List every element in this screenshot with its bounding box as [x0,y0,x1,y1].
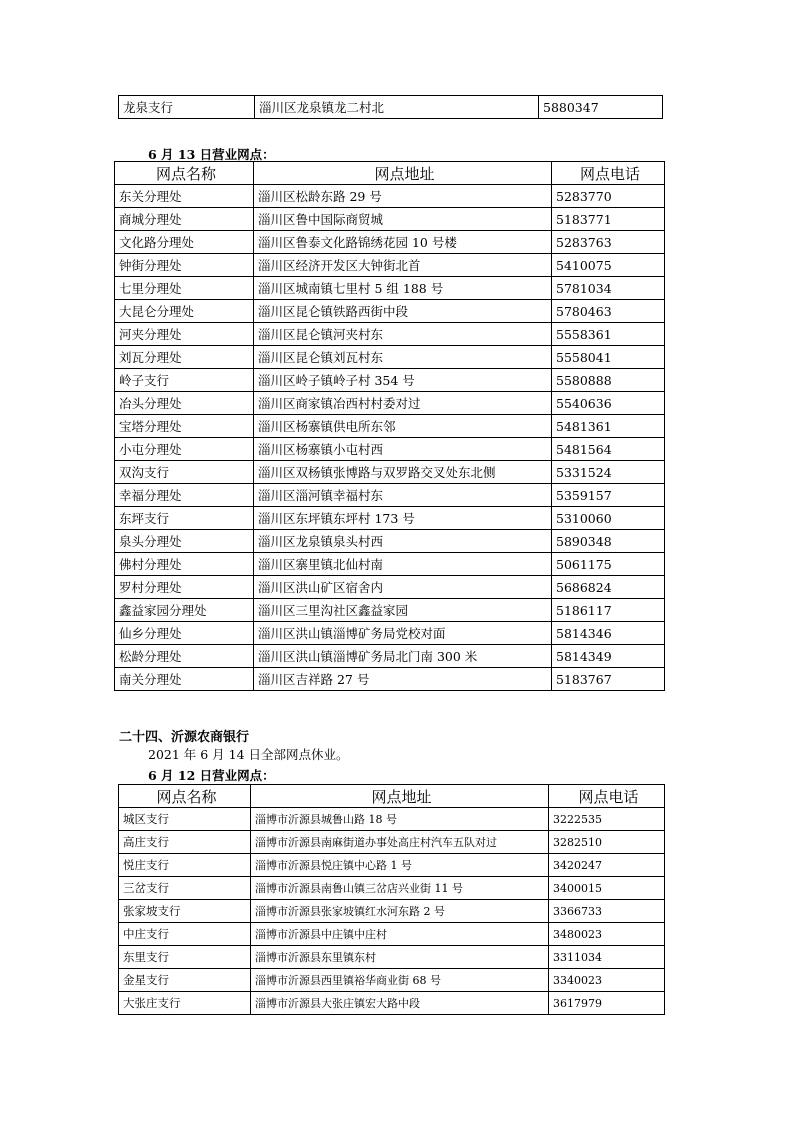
header-address: 网点地址 [251,785,549,808]
branch-phone: 5814349 [552,645,665,668]
branch-name: 岭子支行 [115,369,254,392]
branch-phone: 5558041 [552,346,665,369]
table-row [119,946,665,969]
branch-phone: 3222535 [549,808,665,831]
branch-phone: 5890348 [552,530,665,553]
branch-phone: 5283770 [552,185,665,208]
branch-address: 淄川区昆仑镇刘瓦村东 [254,346,552,369]
branch-name: 七里分理处 [115,277,254,300]
table-row [119,877,665,900]
branch-name: 罗村分理处 [115,576,254,599]
section1-label: 6 月 13 日营业网点： [148,147,275,162]
branch-address: 淄川区洪山矿区宿舍内 [254,576,552,599]
branch-phone: 5686824 [552,576,665,599]
branch-name: 仙乡分理处 [115,622,254,645]
table-row [115,461,665,484]
header-name: 网点名称 [119,785,251,808]
branch-name: 幸福分理处 [115,484,254,507]
branch-phone: 5331524 [552,461,665,484]
branch-name: 张家坡支行 [119,900,251,923]
table-row [115,185,665,208]
section2-label: 6 月 12 日营业网点： [148,768,275,783]
branch-phone: 5880347 [539,96,663,119]
branch-name: 东关分理处 [115,185,254,208]
table-header-row [119,785,665,808]
branch-address: 淄川区鲁泰文化路锦绣花园 10 号楼 [254,231,552,254]
branch-name: 龙泉支行 [119,96,255,119]
branch-address: 淄川区洪山镇淄博矿务局北门南 300 米 [254,645,552,668]
branch-phone: 3282510 [549,831,665,854]
branch-address: 淄博市沂源县中庄镇中庄村 [251,923,549,946]
branch-phone: 5481564 [552,438,665,461]
branch-phone: 5781034 [552,277,665,300]
branch-name: 刘瓦分理处 [115,346,254,369]
branch-phone: 5283763 [552,231,665,254]
branch-address: 淄川区三里沟社区鑫益家园 [254,599,552,622]
branch-address: 淄博市沂源县大张庄镇宏大路中段 [251,992,549,1015]
branch-phone: 3311034 [549,946,665,969]
table-row [119,923,665,946]
branch-phone: 5183767 [552,668,665,691]
branch-name: 大昆仑分理处 [115,300,254,323]
branch-address: 淄川区商家镇冶西村村委对过 [254,392,552,415]
branch-phone: 5580888 [552,369,665,392]
section2-table [118,784,665,1015]
branch-address: 淄博市沂源县南麻街道办事处高庄村汽车五队对过 [251,831,549,854]
table-row [115,323,665,346]
branch-phone: 3366733 [549,900,665,923]
header-address: 网点地址 [254,162,552,185]
branch-name: 河夹分理处 [115,323,254,346]
branch-name: 东坪支行 [115,507,254,530]
table-row [115,484,665,507]
top-table [118,95,663,119]
branch-name: 悦庄支行 [119,854,251,877]
table-row [119,831,665,854]
branch-name: 三岔支行 [119,877,251,900]
header-phone: 网点电话 [552,162,665,185]
branch-address: 淄川区昆仑镇铁路西街中段 [254,300,552,323]
branch-name: 松龄分理处 [115,645,254,668]
table-row [115,415,665,438]
branch-address: 淄川区吉祥路 27 号 [254,668,552,691]
table-row [115,599,665,622]
branch-phone: 3617979 [549,992,665,1015]
branch-name: 文化路分理处 [115,231,254,254]
branch-address: 淄博市沂源县东里镇东村 [251,946,549,969]
branch-address: 淄川区岭子镇岭子村 354 号 [254,369,552,392]
branch-phone: 5310060 [552,507,665,530]
branch-address: 淄川区龙泉镇龙二村北 [255,96,539,119]
branch-address: 淄博市沂源县城鲁山路 18 号 [251,808,549,831]
branch-name: 南关分理处 [115,668,254,691]
table-row [115,254,665,277]
table-row [119,808,665,831]
table-row [115,645,665,668]
branch-phone: 5183771 [552,208,665,231]
branch-name: 小屯分理处 [115,438,254,461]
table-row [115,530,665,553]
table-row [115,622,665,645]
branch-address: 淄川区松龄东路 29 号 [254,185,552,208]
branch-name: 商城分理处 [115,208,254,231]
table-row [115,277,665,300]
table-row [115,231,665,254]
table-row [119,969,665,992]
branch-phone: 5410075 [552,254,665,277]
branch-name: 城区支行 [119,808,251,831]
branch-address: 淄川区鲁中国际商贸城 [254,208,552,231]
branch-address: 淄川区龙泉镇泉头村西 [254,530,552,553]
branch-address: 淄川区杨寨镇供电所东邻 [254,415,552,438]
branch-name: 双沟支行 [115,461,254,484]
table-row [119,854,665,877]
branch-address: 淄川区淄河镇幸福村东 [254,484,552,507]
branch-address: 淄川区东坪镇东坪村 173 号 [254,507,552,530]
header-name: 网点名称 [115,162,254,185]
branch-name: 金星支行 [119,969,251,992]
branch-address: 淄川区昆仑镇河夹村东 [254,323,552,346]
branch-name: 中庄支行 [119,923,251,946]
branch-address: 淄川区寨里镇北仙村南 [254,553,552,576]
branch-name: 佛村分理处 [115,553,254,576]
table-row [115,553,665,576]
branch-phone: 3400015 [549,877,665,900]
branch-phone: 5061175 [552,553,665,576]
table-row [115,438,665,461]
branch-name: 宝塔分理处 [115,415,254,438]
section1-table [114,161,665,691]
branch-phone: 5481361 [552,415,665,438]
table-row [119,900,665,923]
branch-phone: 3340023 [549,969,665,992]
branch-phone: 3480023 [549,923,665,946]
table-header-row [115,162,665,185]
branch-phone: 5558361 [552,323,665,346]
table-row [115,507,665,530]
branch-address: 淄川区经济开发区大钟街北首 [254,254,552,277]
branch-phone: 5780463 [552,300,665,323]
section2-title: 二十四、沂源农商银行 [119,730,250,745]
branch-phone: 5540636 [552,392,665,415]
branch-name: 大张庄支行 [119,992,251,1015]
header-phone: 网点电话 [549,785,665,808]
branch-phone: 3420247 [549,854,665,877]
table-row [115,668,665,691]
branch-name: 泉头分理处 [115,530,254,553]
branch-name: 钟街分理处 [115,254,254,277]
table-row [119,992,665,1015]
table-row [115,369,665,392]
table-row [115,300,665,323]
table-row [119,96,663,119]
branch-name: 高庄支行 [119,831,251,854]
table-row [115,208,665,231]
branch-phone: 5814346 [552,622,665,645]
table-row [115,576,665,599]
branch-address: 淄川区杨寨镇小屯村西 [254,438,552,461]
branch-address: 淄博市沂源县西里镇裕华商业街 68 号 [251,969,549,992]
branch-name: 冶头分理处 [115,392,254,415]
branch-name: 鑫益家园分理处 [115,599,254,622]
branch-address: 淄博市沂源县张家坡镇红水河东路 2 号 [251,900,549,923]
branch-address: 淄川区双杨镇张博路与双罗路交叉处东北侧 [254,461,552,484]
table-row [115,346,665,369]
branch-address: 淄博市沂源县悦庄镇中心路 1 号 [251,854,549,877]
branch-address: 淄川区洪山镇淄博矿务局党校对面 [254,622,552,645]
branch-address: 淄川区城南镇七里村 5 组 188 号 [254,277,552,300]
section2-note: 2021 年 6 月 14 日全部网点休业。 [148,747,349,762]
branch-phone: 5359157 [552,484,665,507]
branch-address: 淄博市沂源县南鲁山镇三岔店兴业街 11 号 [251,877,549,900]
branch-name: 东里支行 [119,946,251,969]
table-row [115,392,665,415]
branch-phone: 5186117 [552,599,665,622]
